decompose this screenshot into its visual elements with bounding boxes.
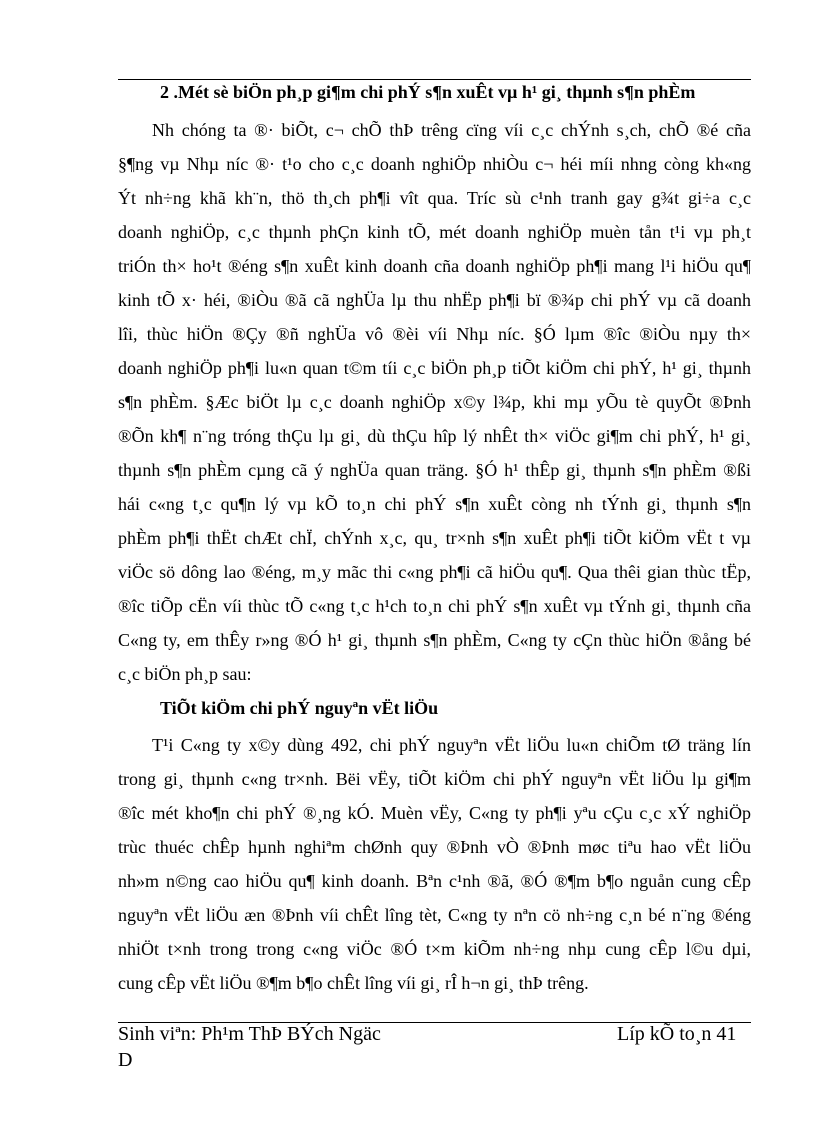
paragraph-line: viÖc sö dông lao ®éng, m¸y mãc thi c«ng ph¶i cã hiÖu qu¶. Qua thêi gian thùc tËp, [118, 562, 751, 582]
paragraph-line: nhiÖt t×nh trong trong c«ng viÖc ®Ó t×m kiÕm nh÷ng nhµ cung cÊp l©u dµi, [118, 939, 751, 959]
paragraph-line: ®îc tiÕp cËn víi thùc tÕ c«ng t¸c h¹ch to¸n chi phÝ s¶n xuÊt vµ tÝnh gi¸ thµnh cña [118, 596, 751, 616]
paragraph-line: kinh tÕ x· héi, ®iÒu ®ã cã nghÜa lµ thu nhËp ph¶i bï ®¾p chi phÝ vµ cã doanh [118, 290, 751, 310]
section-heading: 2 .Mét sè biÖn ph¸p gi¶m chi phÝ s¶n xuÊt vµ h¹ gi¸ thµnh s¶n phÈm [160, 82, 696, 102]
footer-student-name: Sinh viªn: Ph¹m ThÞ BÝch Ngäc [118, 1023, 381, 1045]
paragraph-line: nguyªn vËt liÖu æn ®Þnh víi chÊt lîng tèt, C«ng ty nªn cö nh÷ng c¸n bé n¨ng ®éng [118, 905, 751, 925]
paragraph-line: T¹i C«ng ty x©y dùng 492, chi phÝ nguyªn vËt liÖu lu«n chiÕm tØ träng lín [152, 735, 751, 755]
paragraph-line: hái c«ng t¸c qu¶n lý vµ kÕ to¸n chi phÝ s¶n xuÊt còng nh tÝnh gi¸ thµnh s¶n [118, 494, 751, 514]
paragraph-line: lîi, thùc hiÖn ®Çy ®ñ nghÜa vô ®èi víi Nhµ níc. §Ó lµm ®îc ®iÒu nµy th× [118, 324, 751, 344]
paragraph-line: doanh nghiÖp, c¸c thµnh phÇn kinh tÕ, mét doanh nghiÖp muèn tån t¹i vµ ph¸t [118, 222, 751, 242]
paragraph-line: triÓn th× ho¹t ®éng s¶n xuÊt kinh doanh cña doanh nghiÖp ph¶i mang l¹i hiÖu qu¶ [118, 256, 751, 276]
header-rule [118, 79, 751, 80]
paragraph-line: nh»m n©ng cao hiÖu qu¶ kinh doanh. Bªn c¹nh ®ã, ®Ó ®¶m b¶o nguån cung cÊp [118, 871, 751, 891]
paragraph-line: C«ng ty, em thÊy r»ng ®Ó h¹ gi¸ thµnh s¶n phÈm, C«ng ty cÇn thùc hiÖn ®ång bé [118, 630, 751, 650]
paragraph-line: trùc thuéc chÊp hµnh nghiªm chØnh quy ®Þnh vÒ ®Þnh møc tiªu hao vËt liÖu [118, 837, 751, 857]
subsection-heading: TiÕt kiÖm chi phÝ nguyªn vËt liÖu [160, 698, 439, 718]
paragraph-line: c¸c biÖn ph¸p sau: [118, 664, 252, 684]
paragraph-line: ®Õn kh¶ n¨ng tróng thÇu lµ gi¸ dù thÇu hîp lý nhÊt th× viÖc gi¶m chi phÝ, h¹ gi¸ [118, 426, 751, 446]
paragraph-line: Nh chóng ta ®· biÕt, c¬ chÕ thÞ trêng cïng víi c¸c chÝnh s¸ch, chÕ ®é cña [152, 120, 751, 140]
paragraph-line: ®îc mét kho¶n chi phÝ ®¸ng kÓ. Muèn vËy, C«ng ty ph¶i yªu cÇu c¸c xÝ nghiÖp [118, 803, 751, 823]
paragraph-line: Ýt nh÷ng khã kh¨n, thö th¸ch ph¶i vît qua. Tríc sù c¹nh tranh gay g¾t gi÷a c¸c [118, 188, 751, 208]
footer-student-name-continued: D [118, 1049, 133, 1071]
paragraph-line: s¶n phÈm. §Æc biÖt lµ c¸c doanh nghiÖp x©y l¾p, khi mµ yÕu tè quyÕt ®Þnh [118, 392, 751, 412]
paragraph-line: phÈm ph¶i thËt chÆt chÏ, chÝnh x¸c, qu¸ tr×nh s¶n xuÊt ph¶i tiÕt kiÖm vËt t vµ [118, 528, 751, 548]
paragraph-line: cung cÊp vËt liÖu ®¶m b¶o chÊt lîng víi gi¸ rÎ h¬n gi¸ thÞ trêng. [118, 973, 589, 993]
paragraph-line: §¶ng vµ Nhµ níc ®· t¹o cho c¸c doanh nghiÖp nhiÒu c¬ héi míi nhng còng kh«ng [118, 154, 751, 174]
paragraph-line: trong gi¸ thµnh c«ng tr×nh. Bëi vËy, tiÕt kiÖm chi phÝ nguyªn vËt liÖu lµ gi¶m [118, 769, 751, 789]
paragraph-line: thµnh s¶n phÈm cµng cã ý nghÜa quan träng. §Ó h¹ thÊp gi¸ thµnh s¶n phÈm ®ßi [118, 460, 751, 480]
paragraph-line: doanh nghiÖp ph¶i lu«n quan t©m tíi c¸c biÖn ph¸p tiÕt kiÖm chi phÝ, h¹ gi¸ thµnh [118, 358, 751, 378]
footer-class: Líp kÕ to¸n 41 [617, 1023, 737, 1045]
